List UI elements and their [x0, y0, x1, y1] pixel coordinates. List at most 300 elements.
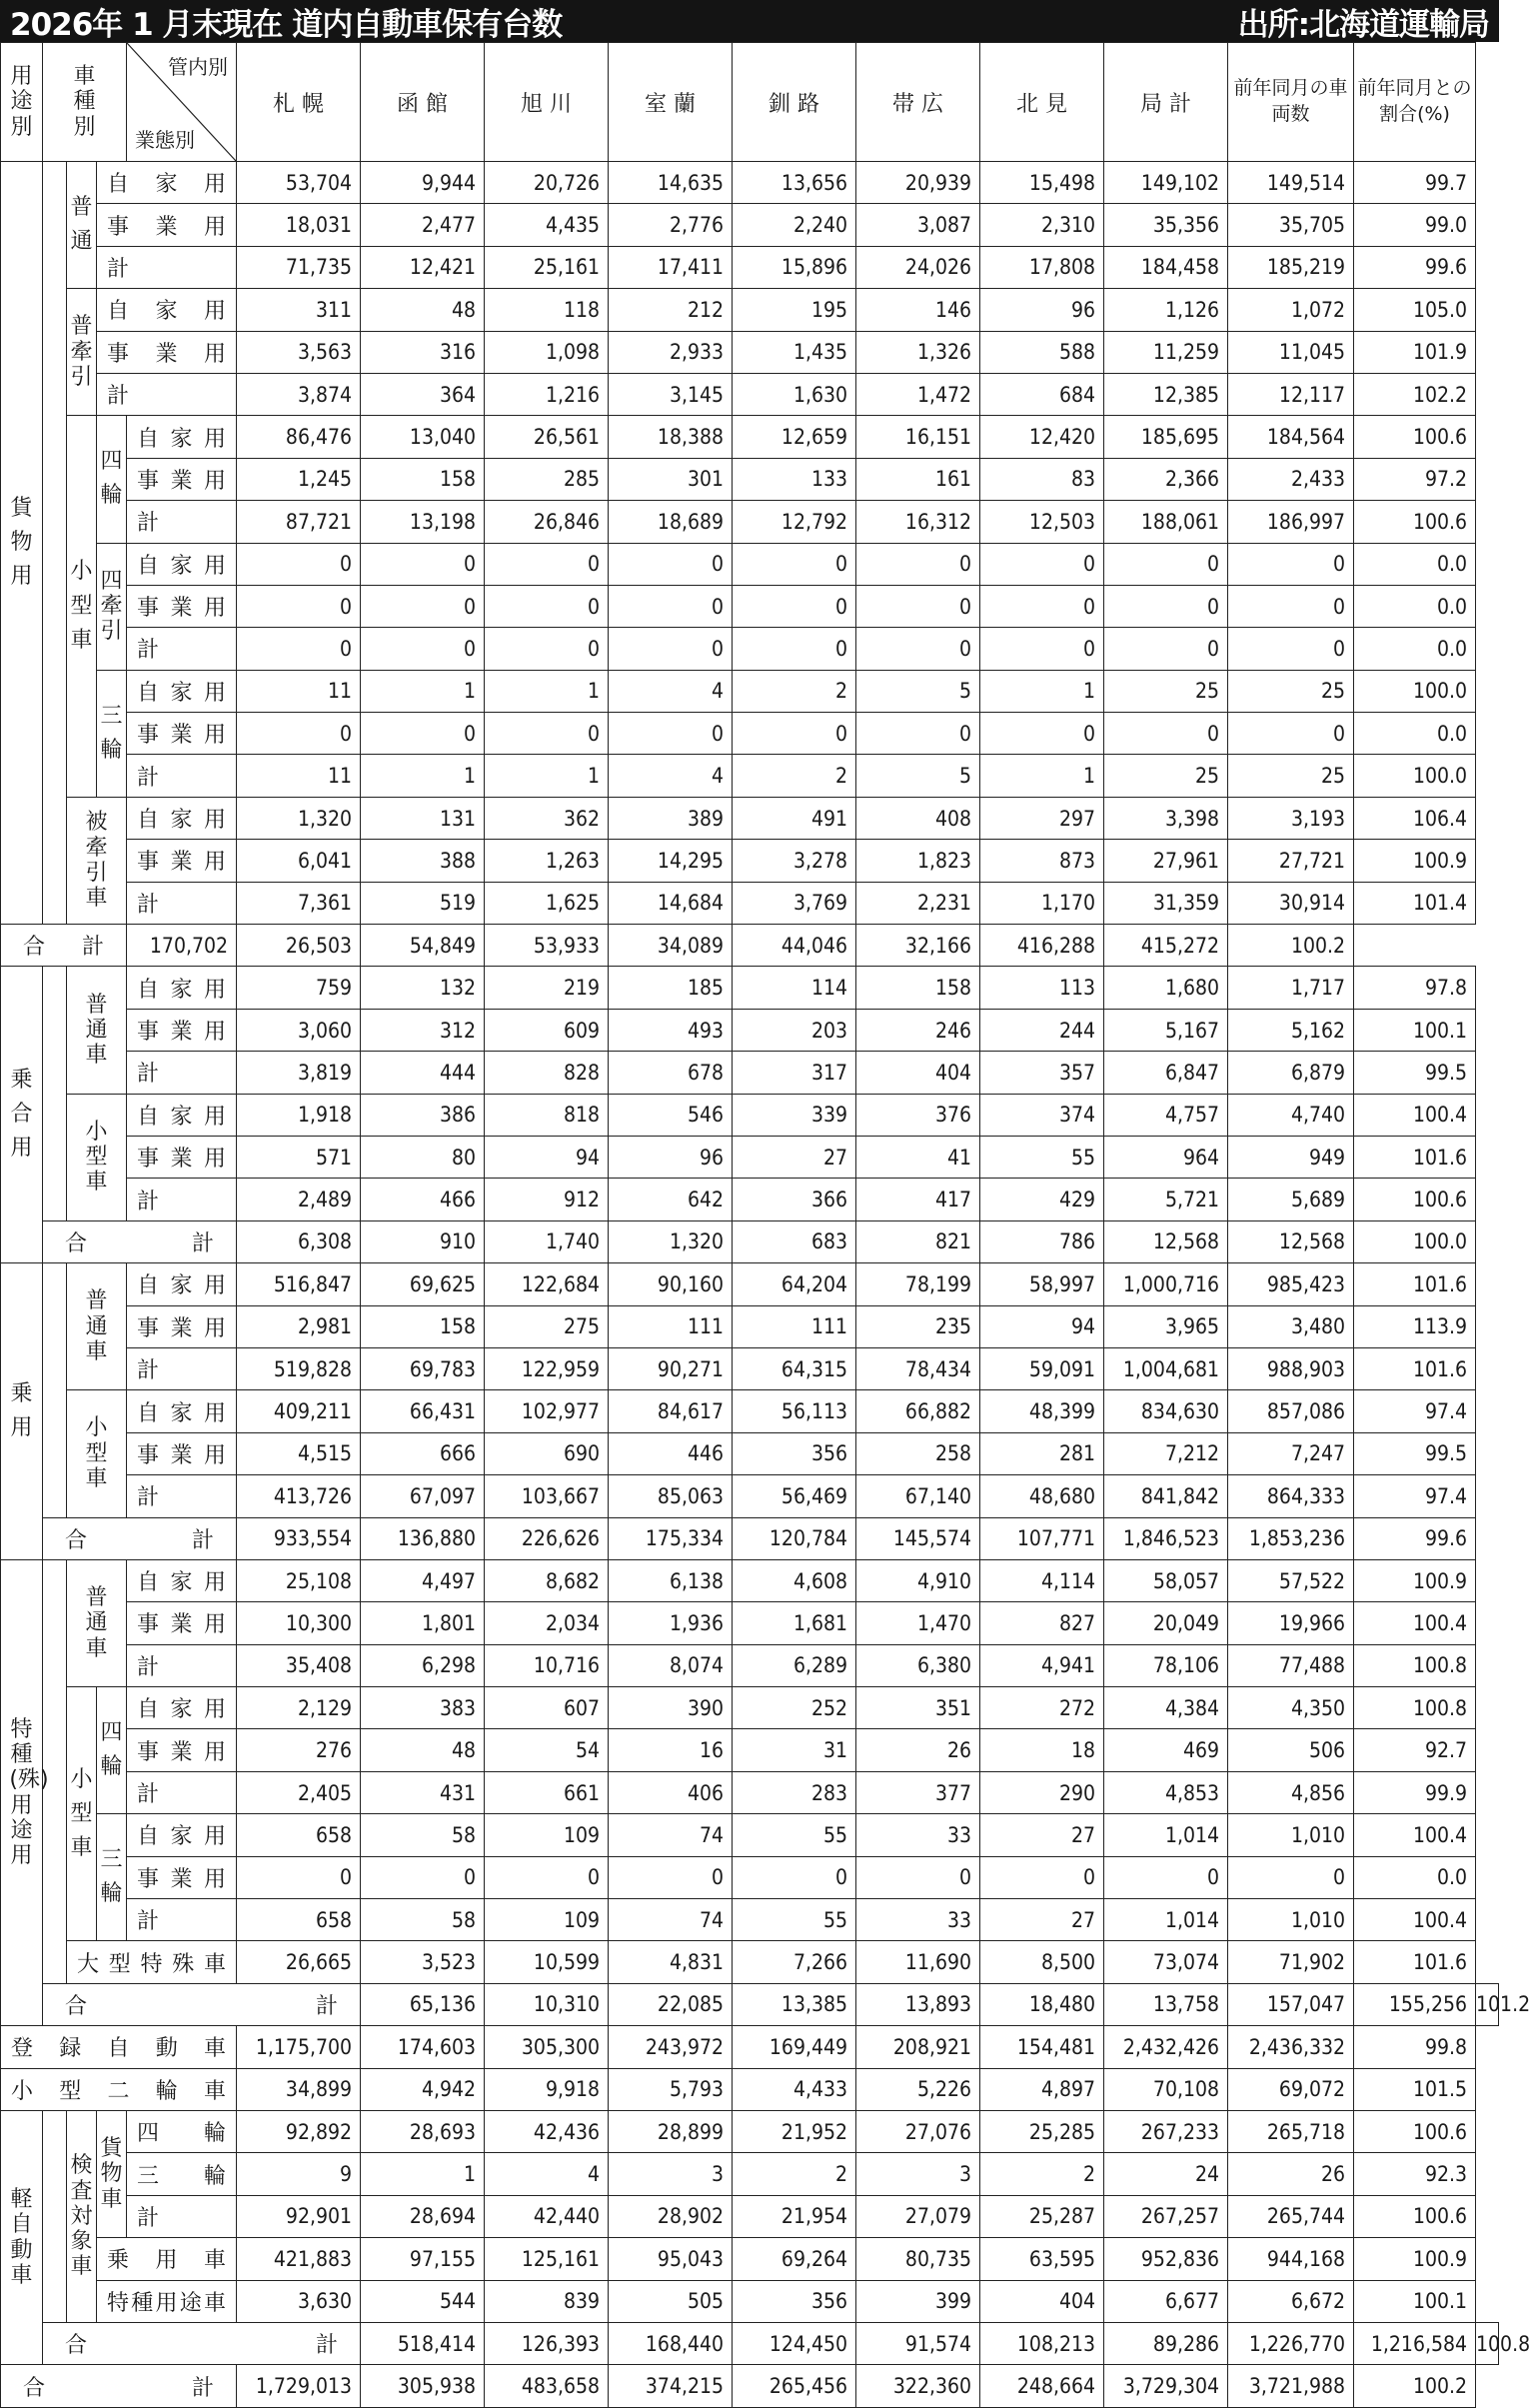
- count-cell: 55: [733, 1814, 856, 1856]
- ratio-cell: 100.0: [1354, 1220, 1476, 1262]
- count-cell: 1,014: [1104, 1814, 1228, 1856]
- table-row: [1, 1136, 1499, 1178]
- count-cell: 34,089: [609, 925, 733, 967]
- count-cell: 0: [856, 1856, 980, 1898]
- table-row: [1, 1475, 1499, 1517]
- count-cell: 18: [980, 1729, 1104, 1771]
- ratio-cell: 100.8: [1354, 1687, 1476, 1729]
- count-cell: 56,469: [733, 1475, 856, 1517]
- count-cell: 109: [485, 1899, 609, 1941]
- table-row: [1, 628, 1499, 670]
- count-cell: 417: [856, 1179, 980, 1220]
- count-cell: 73,074: [1104, 1941, 1228, 1983]
- count-cell: 1,126: [1104, 289, 1228, 331]
- count-cell: 21,954: [733, 2195, 856, 2237]
- count-cell: 235: [856, 1305, 980, 1347]
- count-cell: 188,061: [1104, 501, 1228, 543]
- business-private: 自 家 用: [127, 797, 237, 839]
- count-cell: 6,847: [1104, 1052, 1228, 1094]
- count-cell: 305,938: [361, 2365, 485, 2407]
- prev-year-cell: 4,856: [1228, 1771, 1354, 1813]
- count-cell: 1,098: [485, 331, 609, 373]
- count-cell: 25,161: [485, 246, 609, 288]
- type-cargo: 貨物車: [97, 2110, 127, 2237]
- usage-light: 軽自動車: [1, 2110, 43, 2364]
- business-commercial: 事 業 用: [127, 1729, 237, 1771]
- count-cell: 912: [485, 1179, 609, 1220]
- count-cell: 5,721: [1104, 1179, 1228, 1220]
- count-cell: 8,500: [980, 1941, 1104, 1983]
- count-cell: 1,846,523: [1104, 1517, 1228, 1559]
- ratio-cell: 100.1: [1354, 2280, 1476, 2322]
- count-cell: 658: [237, 1899, 361, 1941]
- table-row: [1, 585, 1499, 627]
- table-row: [1, 925, 1499, 967]
- count-cell: 78,199: [856, 1263, 980, 1305]
- count-cell: 2: [733, 755, 856, 797]
- subtotal-label: 計: [127, 1475, 237, 1517]
- subtotal-label: 計: [127, 1899, 237, 1941]
- ratio-cell: 101.6: [1354, 1263, 1476, 1305]
- ratio-cell: 92.3: [1354, 2153, 1476, 2195]
- count-cell: 1,625: [485, 882, 609, 924]
- count-cell: 0: [237, 628, 361, 670]
- count-cell: 66,431: [361, 1390, 485, 1432]
- table-row: [1, 1771, 1499, 1813]
- count-cell: 212: [609, 289, 733, 331]
- count-cell: 828: [485, 1052, 609, 1094]
- subtotal-label: 計: [127, 1052, 237, 1094]
- count-cell: 2,405: [237, 1771, 361, 1813]
- count-cell: 0: [237, 1856, 361, 1898]
- count-cell: 4,608: [733, 1559, 856, 1601]
- business-private: 自 家 用: [127, 1263, 237, 1305]
- count-cell: 25: [1104, 670, 1228, 712]
- count-cell: 111: [733, 1305, 856, 1347]
- count-cell: 95,043: [609, 2238, 733, 2280]
- count-cell: 1,014: [1104, 1899, 1228, 1941]
- table-row: [1, 2068, 1499, 2110]
- prev-year-cell: 186,997: [1228, 501, 1354, 543]
- count-cell: 311: [237, 289, 361, 331]
- usage-passenger: 乗用: [1, 1263, 43, 1560]
- prev-year-cell: 1,216,584: [1354, 2322, 1476, 2364]
- count-cell: 4: [485, 2153, 609, 2195]
- prev-year-cell: 3,721,988: [1228, 2365, 1354, 2407]
- count-cell: 0: [980, 713, 1104, 755]
- count-cell: 2,366: [1104, 458, 1228, 500]
- count-cell: 1: [980, 670, 1104, 712]
- count-cell: 290: [980, 1771, 1104, 1813]
- table-row: [1, 2153, 1499, 2195]
- count-cell: 0: [361, 1856, 485, 1898]
- count-cell: 54,849: [361, 925, 485, 967]
- ratio-header: 前年同月との割合(%): [1354, 43, 1476, 162]
- count-cell: 0: [856, 543, 980, 585]
- count-cell: 55: [980, 1136, 1104, 1178]
- business-commercial: 事 業 用: [97, 331, 237, 373]
- count-cell: 8,682: [485, 1559, 609, 1601]
- count-cell: 28,694: [361, 2195, 485, 2237]
- count-cell: 0: [485, 1856, 609, 1898]
- subtotal-label: 計: [127, 1347, 237, 1389]
- count-cell: 267,257: [1104, 2195, 1228, 2237]
- count-cell: 48,680: [980, 1475, 1104, 1517]
- business-commercial: 事 業 用: [127, 1856, 237, 1898]
- count-cell: 25,285: [980, 2110, 1104, 2152]
- prev-year-cell: 949: [1228, 1136, 1354, 1178]
- count-cell: 6,677: [1104, 2280, 1228, 2322]
- count-cell: 120,784: [733, 1517, 856, 1559]
- count-cell: 12,503: [980, 501, 1104, 543]
- count-cell: 362: [485, 797, 609, 839]
- prev-year-cell: 4,740: [1228, 1094, 1354, 1136]
- prev-year-cell: 3,480: [1228, 1305, 1354, 1347]
- count-cell: 26,561: [485, 416, 609, 458]
- ratio-cell: 99.8: [1354, 2026, 1476, 2068]
- count-cell: 1,918: [237, 1094, 361, 1136]
- table-row: [1, 246, 1499, 288]
- prev-year-cell: 69,072: [1228, 2068, 1354, 2110]
- count-cell: 154,481: [980, 2026, 1104, 2068]
- count-cell: 80: [361, 1136, 485, 1178]
- count-cell: 2,129: [237, 1687, 361, 1729]
- count-cell: 83: [980, 458, 1104, 500]
- count-cell: 0: [980, 1856, 1104, 1898]
- count-cell: 0: [609, 543, 733, 585]
- count-cell: 54: [485, 1729, 609, 1771]
- count-cell: 22,085: [609, 1983, 733, 2025]
- small-motorcycles-label: 小 型 二 輪 車: [1, 2068, 237, 2110]
- prev-year-cell: 1,853,236: [1228, 1517, 1354, 1559]
- count-cell: 85,063: [609, 1475, 733, 1517]
- count-cell: 44,046: [733, 925, 856, 967]
- subtotal-label: 計: [127, 1771, 237, 1813]
- count-cell: 118: [485, 289, 609, 331]
- count-cell: 90,160: [609, 1263, 733, 1305]
- region-header: 北 見: [980, 43, 1104, 162]
- type-four-wheel: 四輪: [97, 1687, 127, 1814]
- total-label: 合 計: [43, 1220, 237, 1262]
- count-cell: 1: [485, 670, 609, 712]
- count-cell: 42,440: [485, 2195, 609, 2237]
- count-cell: 376: [856, 1094, 980, 1136]
- count-cell: 24: [1104, 2153, 1228, 2195]
- count-cell: 519,828: [237, 1347, 361, 1389]
- blank: [43, 1263, 67, 1517]
- table-row: [1, 1941, 1499, 1983]
- ratio-cell: 100.9: [1354, 1559, 1476, 1601]
- business-commercial: 事 業 用: [127, 1009, 237, 1051]
- count-cell: 58: [361, 1899, 485, 1941]
- count-cell: 111: [609, 1305, 733, 1347]
- count-cell: 0: [485, 628, 609, 670]
- ratio-cell: 99.5: [1354, 1052, 1476, 1094]
- count-cell: 6,041: [237, 840, 361, 882]
- count-cell: 0: [733, 543, 856, 585]
- count-cell: 102,977: [485, 1390, 609, 1432]
- business-private: 自 家 用: [97, 162, 237, 204]
- count-cell: 3,874: [237, 373, 361, 415]
- prev-year-cell: 0: [1228, 585, 1354, 627]
- count-cell: 5: [856, 670, 980, 712]
- count-cell: 366: [733, 1179, 856, 1220]
- count-cell: 1,000,716: [1104, 1263, 1228, 1305]
- count-cell: 2,432,426: [1104, 2026, 1228, 2068]
- count-cell: 690: [485, 1432, 609, 1474]
- table-row: [1, 289, 1499, 331]
- total-label: 合 計: [43, 1983, 361, 2025]
- type-four-wheel: 四輪: [97, 416, 127, 543]
- count-cell: 10,310: [485, 1983, 609, 2025]
- table-row: [1, 204, 1499, 246]
- count-cell: 431: [361, 1771, 485, 1813]
- count-cell: 3,145: [609, 373, 733, 415]
- count-cell: 33: [856, 1814, 980, 1856]
- count-cell: 1,216: [485, 373, 609, 415]
- count-cell: 131: [361, 797, 485, 839]
- count-cell: 493: [609, 1009, 733, 1051]
- count-cell: 505: [609, 2280, 733, 2322]
- count-cell: 4,757: [1104, 1094, 1228, 1136]
- ratio-cell: 100.6: [1354, 501, 1476, 543]
- count-cell: 55: [733, 1899, 856, 1941]
- prev-year-cell: 1,010: [1228, 1899, 1354, 1941]
- count-cell: 390: [609, 1687, 733, 1729]
- grand-total-label: 合 計: [1, 2365, 237, 2407]
- total-label: 合 計: [43, 1517, 237, 1559]
- count-cell: 122,959: [485, 1347, 609, 1389]
- count-cell: 13,893: [856, 1983, 980, 2025]
- blank: [43, 2110, 67, 2322]
- table-row: [1, 331, 1499, 373]
- count-cell: 3,087: [856, 204, 980, 246]
- count-cell: 357: [980, 1052, 1104, 1094]
- count-cell: 125,161: [485, 2238, 609, 2280]
- prev-year-cell: 864,333: [1228, 1475, 1354, 1517]
- count-cell: 1,320: [237, 797, 361, 839]
- count-cell: 26,846: [485, 501, 609, 543]
- count-cell: 678: [609, 1052, 733, 1094]
- count-cell: 317: [733, 1052, 856, 1094]
- count-cell: 5: [856, 755, 980, 797]
- count-cell: 59,091: [980, 1347, 1104, 1389]
- count-cell: 107,771: [980, 1517, 1104, 1559]
- count-cell: 31: [733, 1729, 856, 1771]
- count-cell: 1,263: [485, 840, 609, 882]
- count-cell: 48,399: [980, 1390, 1104, 1432]
- count-cell: 389: [609, 797, 733, 839]
- count-cell: 97,155: [361, 2238, 485, 2280]
- ratio-cell: 100.0: [1354, 755, 1476, 797]
- count-cell: 5,793: [609, 2068, 733, 2110]
- count-cell: 0: [1104, 543, 1228, 585]
- count-cell: 0: [733, 628, 856, 670]
- table-row: [1, 458, 1499, 500]
- count-cell: 818: [485, 1094, 609, 1136]
- count-cell: 0: [485, 543, 609, 585]
- region-header: 室 蘭: [609, 43, 733, 162]
- count-cell: 571: [237, 1136, 361, 1178]
- prev-year-cell: 0: [1228, 628, 1354, 670]
- type-standard: 普通車: [67, 1559, 127, 1686]
- business-commercial: 事 業 用: [127, 1305, 237, 1347]
- count-cell: 0: [733, 1856, 856, 1898]
- count-cell: 94: [980, 1305, 1104, 1347]
- ratio-cell: 100.6: [1354, 2195, 1476, 2237]
- count-cell: 2,310: [980, 204, 1104, 246]
- count-cell: 588: [980, 331, 1104, 373]
- ratio-cell: 97.8: [1354, 967, 1476, 1009]
- count-cell: 136,880: [361, 1517, 485, 1559]
- count-cell: 157,047: [1228, 1983, 1354, 2025]
- count-cell: 0: [1104, 585, 1228, 627]
- prev-year-cell: 11,045: [1228, 331, 1354, 373]
- prev-year-cell: 0: [1228, 543, 1354, 585]
- count-cell: 20,939: [856, 162, 980, 204]
- region-header: 帯 広: [856, 43, 980, 162]
- table-row: [1, 501, 1499, 543]
- ratio-cell: 92.7: [1354, 1729, 1476, 1771]
- count-cell: 28,693: [361, 2110, 485, 2152]
- subtotal-label: 計: [127, 628, 237, 670]
- count-cell: 69,264: [733, 2238, 856, 2280]
- business-four-wheel: 四 輪: [127, 2110, 237, 2152]
- count-cell: 92,901: [237, 2195, 361, 2237]
- count-cell: 3,398: [1104, 797, 1228, 839]
- total-header: 局 計: [1104, 43, 1228, 162]
- count-cell: 1,175,700: [237, 2026, 361, 2068]
- count-cell: 2,933: [609, 331, 733, 373]
- count-cell: 1,004,681: [1104, 1347, 1228, 1389]
- count-cell: 244: [980, 1009, 1104, 1051]
- table-row: [1, 543, 1499, 585]
- count-cell: 108,213: [980, 2322, 1104, 2364]
- type-standard: 普通車: [67, 1263, 127, 1390]
- prev-year-cell: 1,010: [1228, 1814, 1354, 1856]
- count-cell: 126,393: [485, 2322, 609, 2364]
- count-cell: 827: [980, 1602, 1104, 1644]
- prev-year-cell: 35,705: [1228, 204, 1354, 246]
- count-cell: 18,388: [609, 416, 733, 458]
- count-cell: 8,074: [609, 1644, 733, 1686]
- count-cell: 0: [361, 543, 485, 585]
- count-cell: 364: [361, 373, 485, 415]
- count-cell: 305,300: [485, 2026, 609, 2068]
- usage-cargo: 貨物用: [1, 162, 43, 925]
- ratio-cell: 101.5: [1354, 2068, 1476, 2110]
- count-cell: 3,563: [237, 331, 361, 373]
- count-cell: 25,108: [237, 1559, 361, 1601]
- count-cell: 0: [1104, 713, 1228, 755]
- count-cell: 0: [237, 585, 361, 627]
- ratio-cell: 0.0: [1354, 543, 1476, 585]
- count-cell: 13,040: [361, 416, 485, 458]
- ratio-cell: 100.6: [1354, 1179, 1476, 1220]
- prev-year-cell: 4,350: [1228, 1687, 1354, 1729]
- count-cell: 3,819: [237, 1052, 361, 1094]
- count-cell: 84,617: [609, 1390, 733, 1432]
- table-row: [1, 1179, 1499, 1220]
- type-special-purpose: 特 種 用 途 車: [97, 2280, 237, 2322]
- count-cell: 161: [856, 458, 980, 500]
- count-cell: 6,138: [609, 1559, 733, 1601]
- count-cell: 821: [856, 1220, 980, 1262]
- business-three-wheel: 三 輪: [127, 2153, 237, 2195]
- count-cell: 12,421: [361, 246, 485, 288]
- count-cell: 0: [980, 628, 1104, 670]
- count-cell: 12,792: [733, 501, 856, 543]
- count-cell: 408: [856, 797, 980, 839]
- count-cell: 267,233: [1104, 2110, 1228, 2152]
- table-row: [1, 1899, 1499, 1941]
- type-small: 小型車: [67, 416, 97, 798]
- prev-year-cell: 77,488: [1228, 1644, 1354, 1686]
- type-standard: 普通: [67, 162, 97, 289]
- ratio-cell: 97.2: [1354, 458, 1476, 500]
- table-row: [1, 755, 1499, 797]
- count-cell: 78,106: [1104, 1644, 1228, 1686]
- count-cell: 516,847: [237, 1263, 361, 1305]
- count-cell: 31,359: [1104, 882, 1228, 924]
- count-cell: 684: [980, 373, 1104, 415]
- usage-special: 特種(殊)用途用: [1, 1559, 43, 2025]
- count-cell: 351: [856, 1687, 980, 1729]
- table-row: [1, 1517, 1499, 1559]
- count-cell: 14,684: [609, 882, 733, 924]
- prev-year-cell: 265,718: [1228, 2110, 1354, 2152]
- table-row: [1, 1644, 1499, 1686]
- count-cell: 185: [609, 967, 733, 1009]
- ratio-cell: 0.0: [1354, 1856, 1476, 1898]
- count-cell: 64,315: [733, 1347, 856, 1389]
- table-row: [1, 1856, 1499, 1898]
- table-row: [1, 1602, 1499, 1644]
- count-cell: 65,136: [361, 1983, 485, 2025]
- source-label: 出所:北海道運輸局: [1237, 6, 1489, 43]
- count-cell: 252: [733, 1687, 856, 1729]
- count-cell: 78,434: [856, 1347, 980, 1389]
- count-cell: 17,808: [980, 246, 1104, 288]
- count-cell: 377: [856, 1771, 980, 1813]
- count-cell: 13,198: [361, 501, 485, 543]
- count-cell: 7,212: [1104, 1432, 1228, 1474]
- count-cell: 0: [485, 585, 609, 627]
- count-cell: 58,057: [1104, 1559, 1228, 1601]
- count-cell: 4: [609, 755, 733, 797]
- count-cell: 25,287: [980, 2195, 1104, 2237]
- count-cell: 3,523: [361, 1941, 485, 1983]
- count-cell: 786: [980, 1220, 1104, 1262]
- count-cell: 89,286: [1104, 2322, 1228, 2364]
- count-cell: 28,902: [609, 2195, 733, 2237]
- type-inspected: 検査対象車: [67, 2110, 97, 2322]
- business-private: 自 家 用: [127, 1687, 237, 1729]
- type-small: 小型車: [67, 1687, 97, 1941]
- count-cell: 1,472: [856, 373, 980, 415]
- table-row: [1, 1432, 1499, 1474]
- count-cell: 4,497: [361, 1559, 485, 1601]
- count-cell: 10,599: [485, 1941, 609, 1983]
- count-cell: 35,408: [237, 1644, 361, 1686]
- count-cell: 446: [609, 1432, 733, 1474]
- prev-year-cell: 71,902: [1228, 1941, 1354, 1983]
- count-cell: 11: [237, 670, 361, 712]
- count-cell: 17,411: [609, 246, 733, 288]
- business-private: 自 家 用: [97, 289, 237, 331]
- type-small: 小型車: [67, 1094, 127, 1220]
- ratio-cell: 100.8: [1476, 2322, 1499, 2364]
